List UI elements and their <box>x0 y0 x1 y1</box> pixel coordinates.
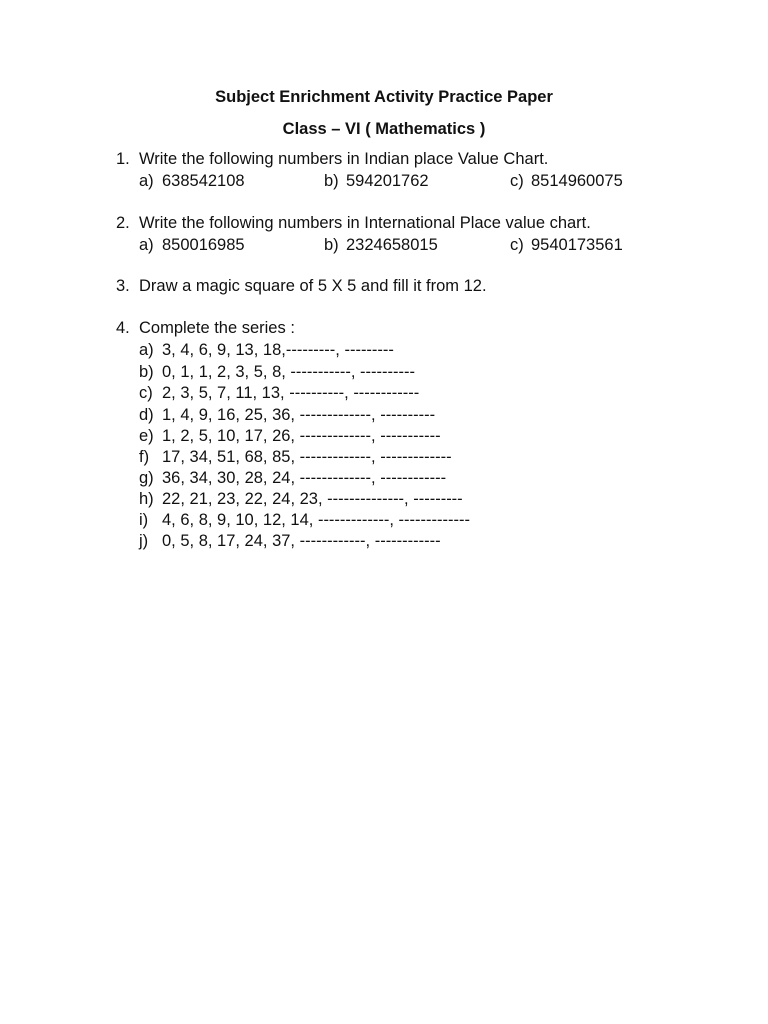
option-value-a: 850016985 <box>162 236 245 254</box>
option-label-c: c) <box>510 172 524 190</box>
series-label: g) <box>139 469 154 487</box>
series-text: 36, 34, 30, 28, 24, -------------, ------------ <box>162 469 447 487</box>
series-label: c) <box>139 384 153 402</box>
option-value-c: 8514960075 <box>531 172 623 190</box>
series-text: 0, 5, 8, 17, 24, 37, ------------, ------------ <box>162 532 441 550</box>
question-number: 2. <box>116 214 130 232</box>
question-number: 4. <box>116 319 130 337</box>
series-text: 17, 34, 51, 68, 85, -------------, ------------- <box>162 448 452 466</box>
series-label: d) <box>139 406 154 424</box>
option-label-a: a) <box>139 172 154 190</box>
series-label: f) <box>139 448 150 466</box>
series-label: a) <box>139 341 154 359</box>
series-label: h) <box>139 490 154 508</box>
option-value-c: 9540173561 <box>531 236 623 254</box>
series-label: i) <box>139 511 149 529</box>
question-text: Complete the series : <box>139 319 295 337</box>
option-label-b: b) <box>324 172 339 190</box>
series-text: 1, 4, 9, 16, 25, 36, -------------, ---------- <box>162 406 436 424</box>
series-text: 22, 21, 23, 22, 24, 23, --------------, --------- <box>162 490 463 508</box>
series-text: 4, 6, 8, 9, 10, 12, 14, -------------, ------------- <box>162 511 470 529</box>
question-text: Write the following numbers in International Place value chart. <box>139 214 591 232</box>
series-text: 0, 1, 1, 2, 3, 5, 8, -----------, ---------- <box>162 363 415 381</box>
option-value-a: 638542108 <box>162 172 245 190</box>
option-label-a: a) <box>139 236 154 254</box>
option-value-b: 2324658015 <box>346 236 438 254</box>
question-text: Write the following numbers in Indian place Value Chart. <box>139 150 549 168</box>
series-text: 1, 2, 5, 10, 17, 26, -------------, ----------- <box>162 427 441 445</box>
series-label: e) <box>139 427 154 445</box>
series-label: b) <box>139 363 154 381</box>
question-text: Draw a magic square of 5 X 5 and fill it from 12. <box>139 277 487 295</box>
option-value-b: 594201762 <box>346 172 429 190</box>
question-number: 3. <box>116 277 130 295</box>
question-number: 1. <box>116 150 130 168</box>
series-label: j) <box>139 532 149 550</box>
series-text: 2, 3, 5, 7, 11, 13, ----------, ------------ <box>162 384 420 402</box>
series-text: 3, 4, 6, 9, 13, 18,---------, --------- <box>162 341 394 359</box>
paper-title: Subject Enrichment Activity Practice Paper <box>215 88 553 106</box>
option-label-b: b) <box>324 236 339 254</box>
class-subtitle: Class – VI ( Mathematics ) <box>282 120 486 138</box>
option-label-c: c) <box>510 236 524 254</box>
